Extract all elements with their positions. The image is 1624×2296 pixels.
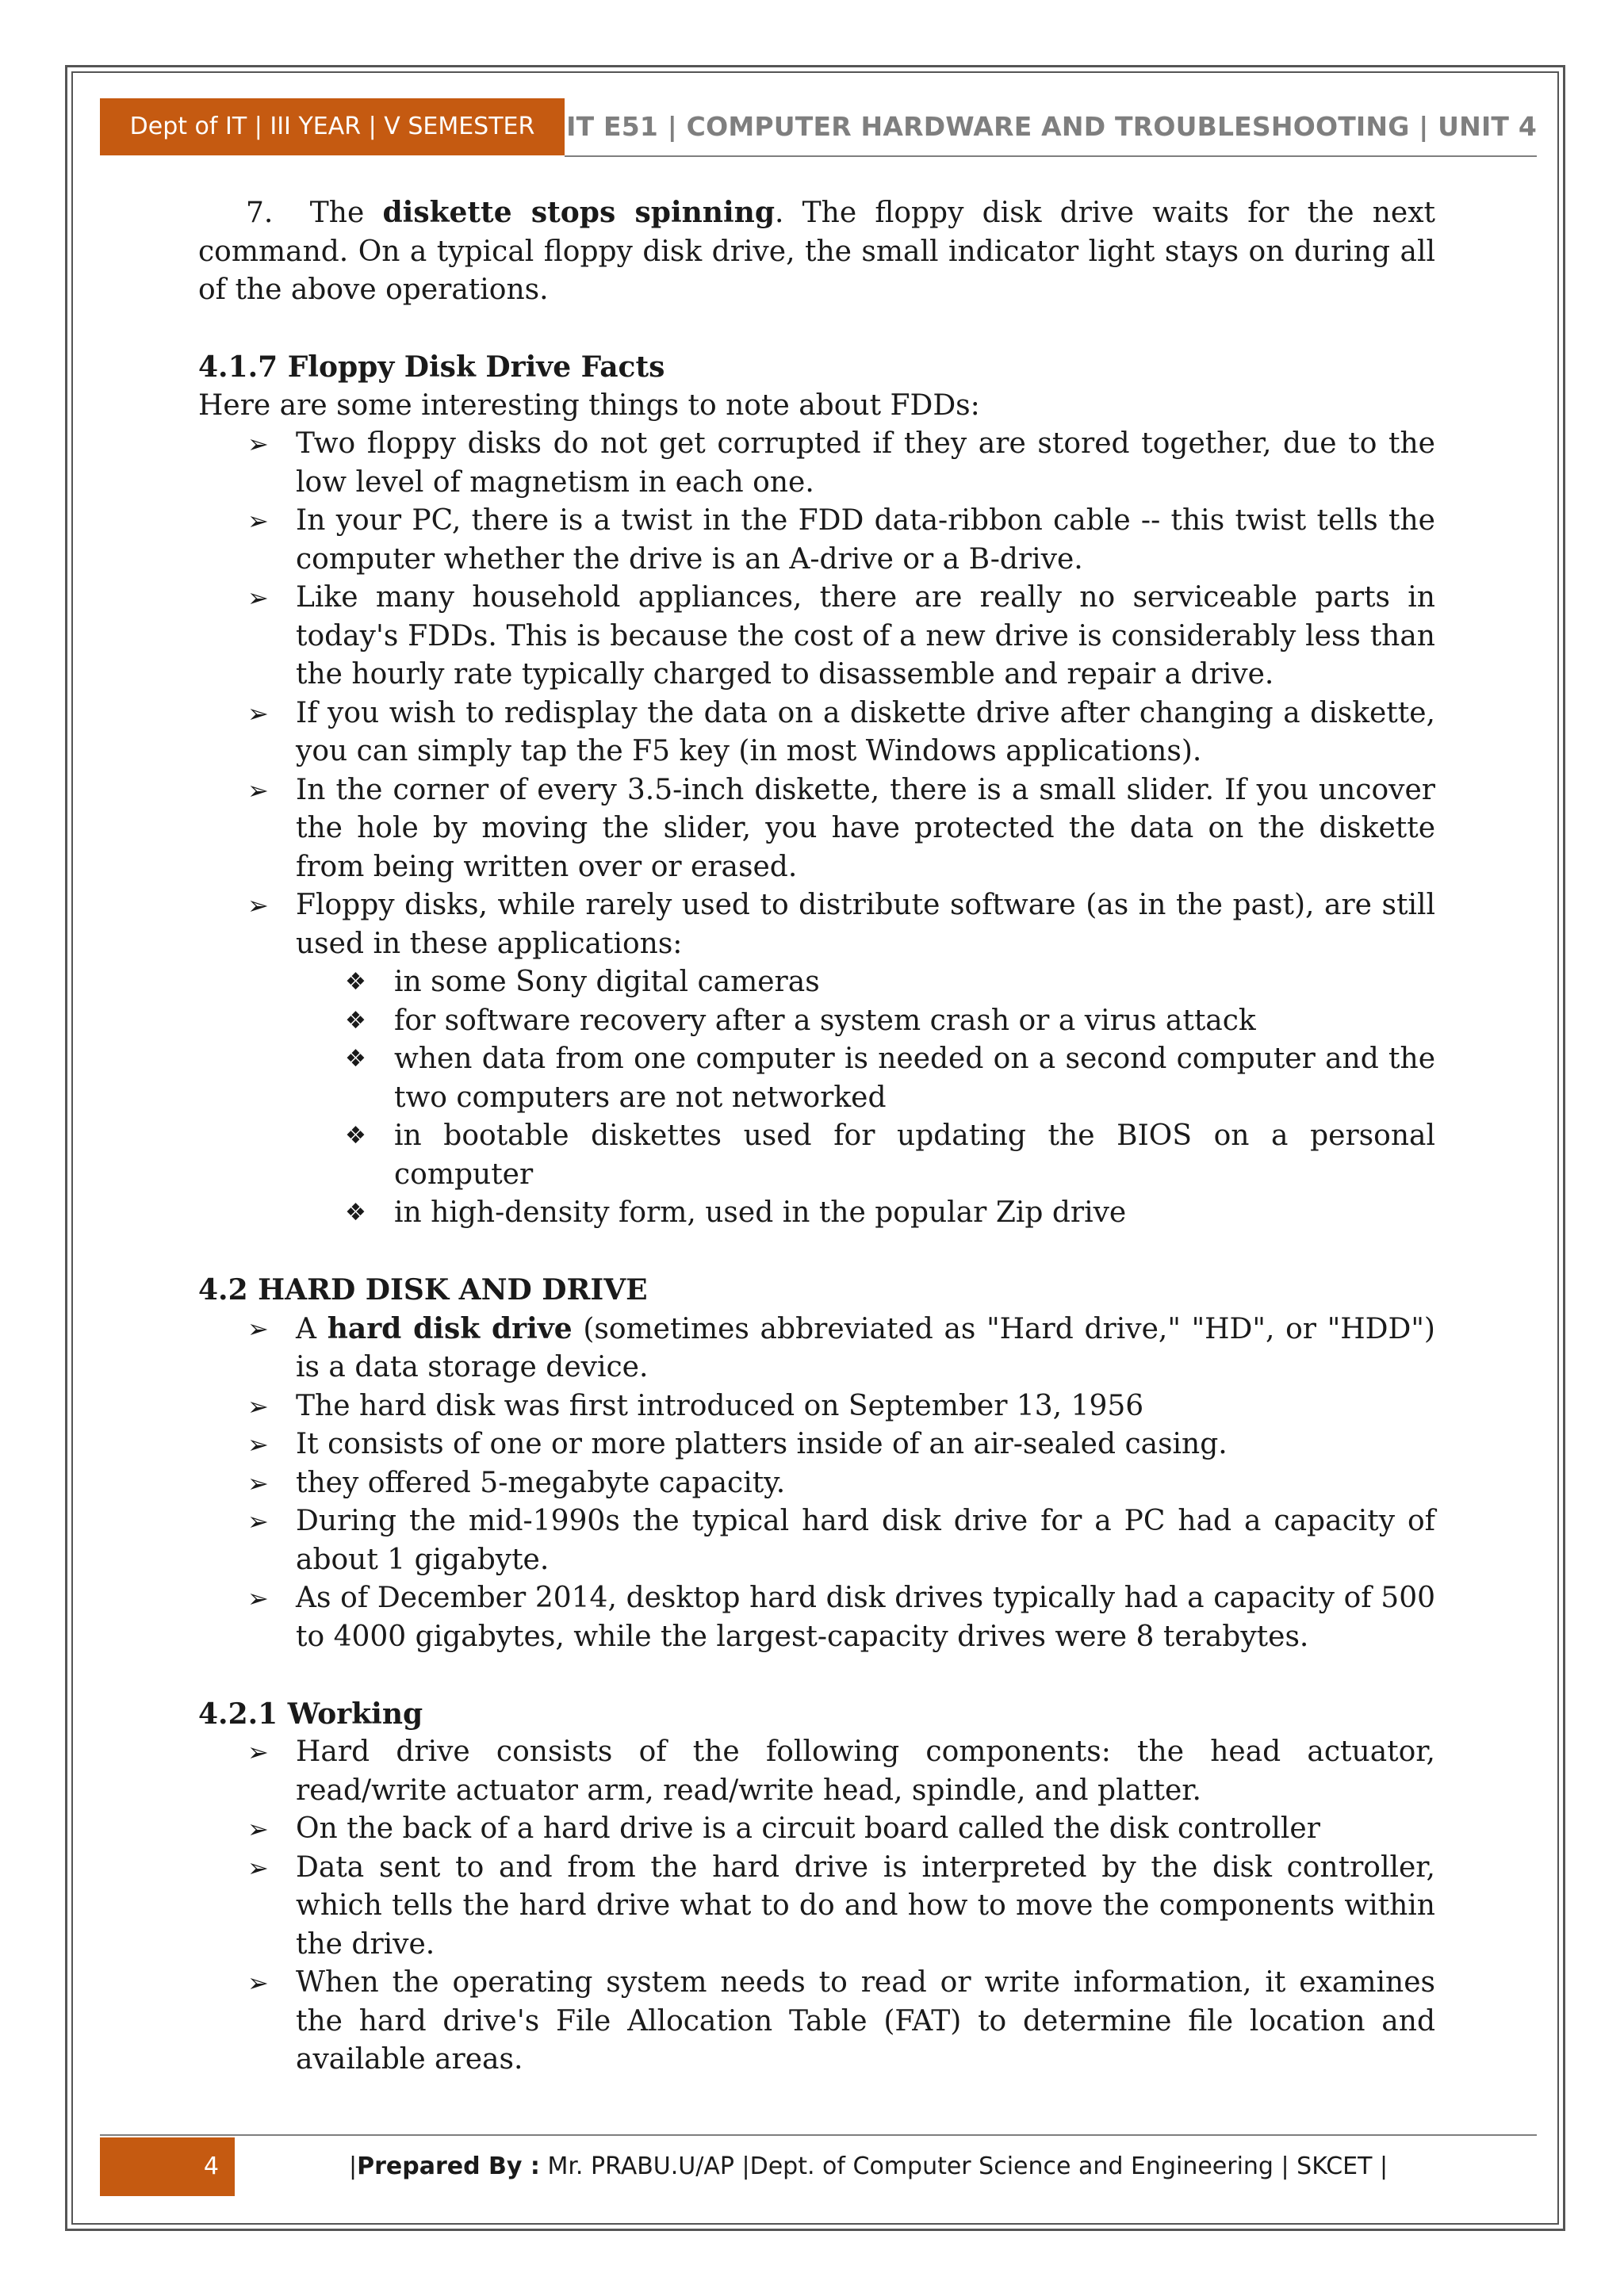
list-item: ➢ A hard disk drive (sometimes abbreviated as "Hard drive," "HD", or "HDD") is a data storage device. [198,1310,1435,1387]
sub-list-item: ❖ in some Sony digital cameras [296,963,1435,1002]
step-text-post: . The floppy disk drive waits for the next command. On a typical floppy disk drive, the small indicator light stays on during all of the above operations. [198,197,1436,306]
arrow-bullet-icon: ➢ [247,698,269,729]
header-rule [565,155,1537,157]
prepared-by-text: Mr. PRABU.U/AP |Dept. of Computer Science and Engineering | SKCET | [547,2152,1388,2180]
arrow-bullet-icon: ➢ [247,1429,269,1460]
list-item: ➢ It consists of one or more platters inside of an air-sealed casing. [198,1425,1435,1464]
arrow-bullet-icon: ➢ [247,1968,269,1998]
section-4-2-1-heading: 4.2.1 Working [198,1697,423,1731]
arrow-bullet-icon: ➢ [247,1506,269,1536]
arrow-bullet-icon: ➢ [247,1852,269,1883]
sub-list-item: ❖ for software recovery after a system crash or a virus attack [296,1002,1435,1041]
section-4-1-7-heading: 4.1.7 Floppy Disk Drive Facts [198,350,665,384]
page-number: 4 [100,2137,235,2196]
prepared-by-label: Prepared By : [357,2152,540,2180]
footer-credit: |Prepared By : Mr. PRABU.U/AP |Dept. of Computer Science and Engineering | SKCET | [349,2152,1388,2180]
step-7-paragraph [198,193,1435,310]
hard-disk-list [198,1310,1435,1657]
list-item: ➢ If you wish to redisplay the data on a diskette drive after changing a diskette, you can simply tap the F5 key (in most Windows applications). [198,695,1435,771]
arrow-bullet-icon: ➢ [247,583,269,613]
step-text-pre: The [309,197,365,229]
diamond-bullet-icon: ❖ [345,1045,366,1073]
list-item: ➢ they offered 5-megabyte capacity. [198,1464,1435,1503]
sub-list-item: ❖ in high-density form, used in the popular Zip drive [296,1194,1435,1233]
arrow-bullet-icon: ➢ [247,1814,269,1844]
header-dept-label: Dept of IT | III YEAR | V SEMESTER [100,98,565,155]
arrow-bullet-icon: ➢ [247,1391,269,1422]
list-item: ➢ Two floppy disks do not get corrupted if they are stored together, due to the low level of magnetism in each one. [198,425,1435,502]
arrow-bullet-icon: ➢ [247,1313,269,1344]
list-item: ➢ Data sent to and from the hard drive is interpreted by the disk controller, which tells the hard drive what to do and how to move the components within the drive. [198,1849,1435,1965]
list-item: ➢ Like many household appliances, there are really no serviceable parts in today's FDDs. This is because the cost of a new drive is considerably less than the hourly rate typically charged to disassemble and repair a drive. [198,579,1435,695]
fdd-facts-list [198,425,1435,1233]
arrow-bullet-icon: ➢ [247,1737,269,1767]
list-item: ➢ In the corner of every 3.5-inch diskette, there is a small slider. If you uncover the hole by moving the slider, you have protected the data on the diskette from being written over or erased. [198,771,1435,887]
step-bold-text: diskette stops spinning [382,196,775,229]
arrow-bullet-icon: ➢ [247,1468,269,1498]
diamond-bullet-icon: ❖ [345,1006,366,1035]
header-course-title: IT E51 | COMPUTER HARDWARE AND TROUBLESHOOTING | UNIT 4 [566,111,1537,142]
list-item: ➢ Floppy disks, while rarely used to distribute software (as in the past), are still used in these applications: ❖ in some Sony digital cameras ❖ for software recovery after a system crash or a virus attack ❖ when data from one computer is needed on a second computer and the two computers are not networked ❖ in bootable diskettes used for updating the BIOS on a personal computer ❖ in high-density form, used in the popular Zip drive [198,886,1435,1233]
section-4-2-heading: 4.2 HARD DISK AND DRIVE [198,1273,648,1307]
arrow-bullet-icon: ➢ [247,506,269,536]
arrow-bullet-icon: ➢ [247,429,269,459]
list-item: ➢ When the operating system needs to read or write information, it examines the hard drive's File Allocation Table (FAT) to determine file location and available areas. [198,1964,1435,2080]
list-item: ➢ Hard drive consists of the following components: the head actuator, read/write actuator arm, read/write head, spindle, and platter. [198,1733,1435,1810]
section-4-1-7-lead: Here are some interesting things to note about FDDs: [198,388,980,422]
list-item: ➢ In your PC, there is a twist in the FDD data-ribbon cable -- this twist tells the computer whether the drive is an A-drive or a B-drive. [198,502,1435,579]
sub-list-item: ❖ when data from one computer is needed on a second computer and the two computers are not networked [296,1040,1435,1117]
list-item: ➢ During the mid-1990s the typical hard disk drive for a PC had a capacity of about 1 gigabyte. [198,1502,1435,1579]
diamond-bullet-icon: ❖ [345,1122,366,1150]
diamond-bullet-icon: ❖ [345,1199,366,1226]
diamond-bullet-icon: ❖ [345,968,366,996]
footer-rule [100,2134,1537,2136]
arrow-bullet-icon: ➢ [247,775,269,806]
arrow-bullet-icon: ➢ [247,1583,269,1613]
list-item: ➢ The hard disk was first introduced on September 13, 1956 [198,1387,1435,1426]
list-item: ➢ As of December 2014, desktop hard disk drives typically had a capacity of 500 to 4000 gigabytes, while the largest-capacity drives were 8 terabytes. [198,1579,1435,1656]
step-number: 7. [246,197,274,229]
list-item: ➢ On the back of a hard drive is a circuit board called the disk controller [198,1810,1435,1849]
page-content [198,193,1435,2080]
floppy-applications-list [296,963,1435,1233]
arrow-bullet-icon: ➢ [247,890,269,920]
working-list [198,1733,1435,2080]
sub-list-item: ❖ in bootable diskettes used for updating the BIOS on a personal computer [296,1117,1435,1194]
hard-disk-drive-bold: hard disk drive [327,1311,573,1345]
